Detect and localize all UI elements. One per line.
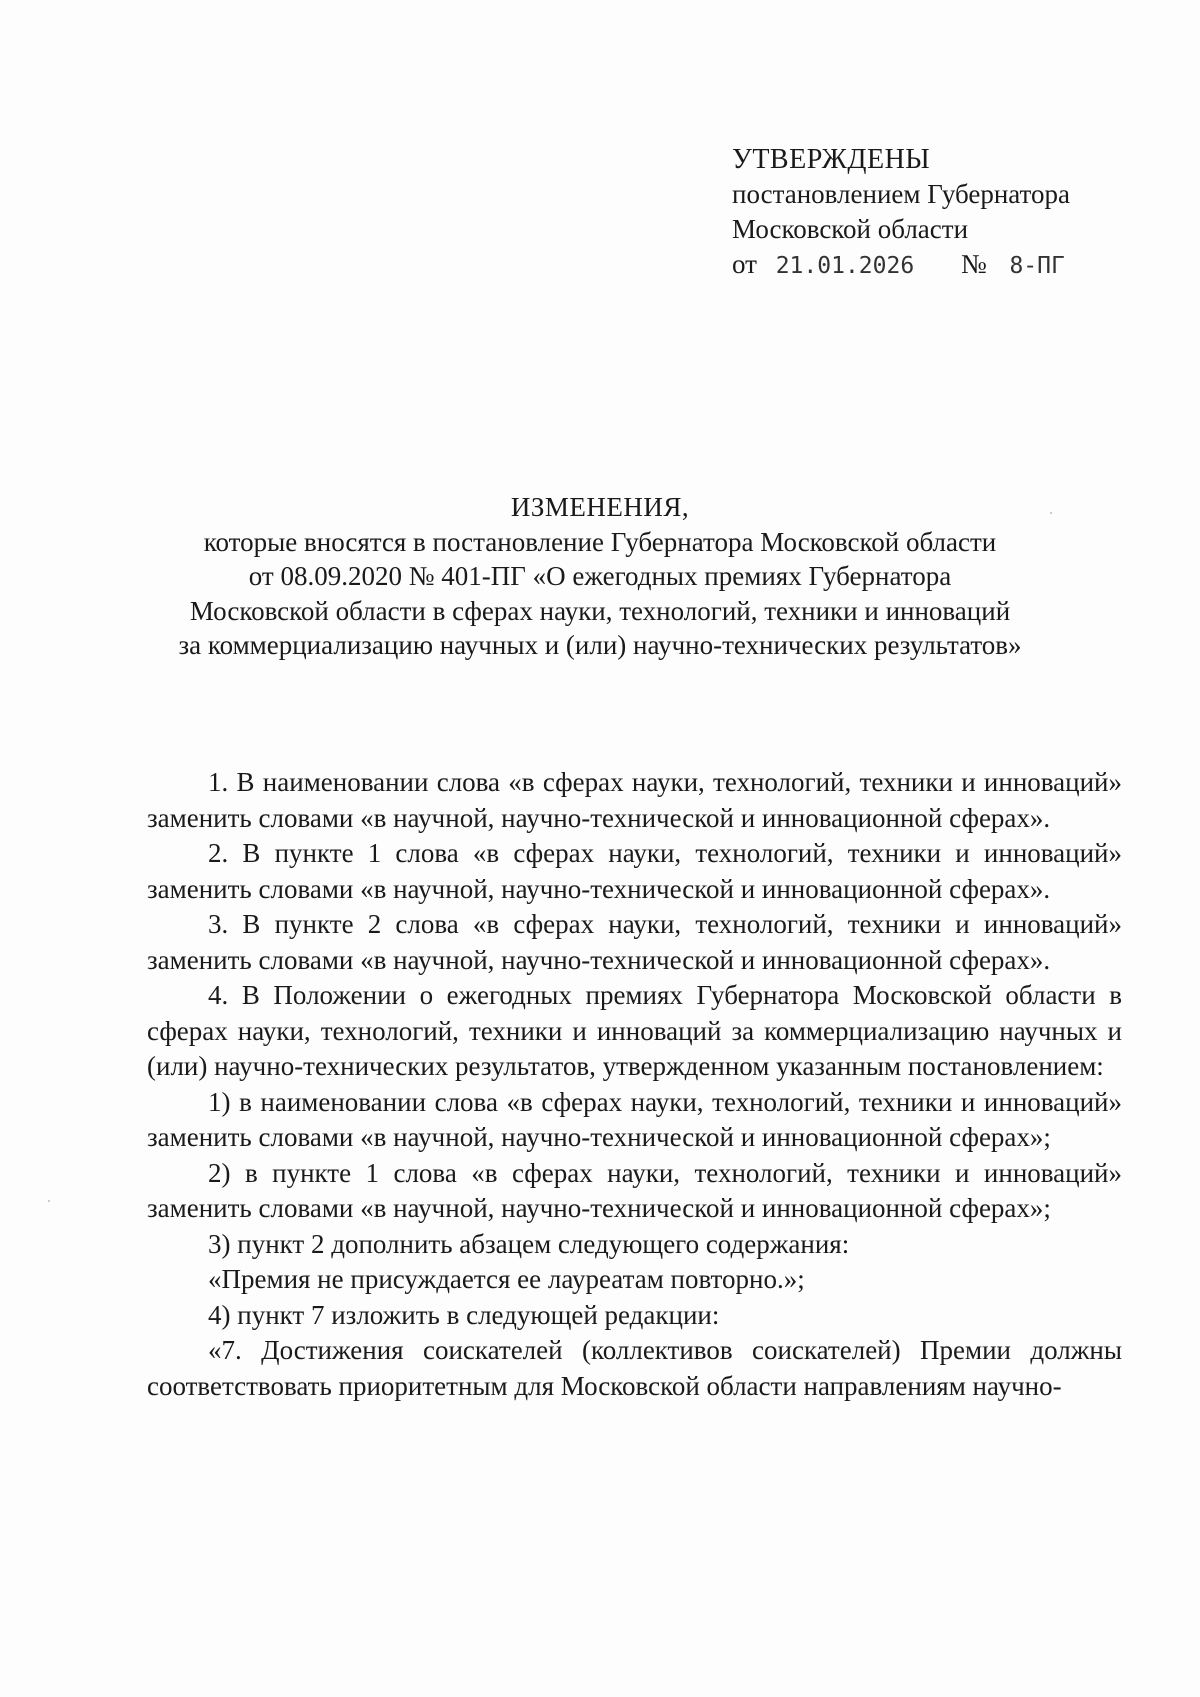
quoted-item-7: «7. Достижения соискателей (коллективов соискателей) Премии должны соответствовать приоритетным для Московской области направлениям научно- — [147, 1335, 1122, 1401]
paragraph-1: 1. В наименовании слова «в сферах науки, технологий, техники и инноваций» заменить словами «в научной, научно-технической и инновационной сферах». — [147, 767, 1122, 833]
subitem-1: 1) в наименовании слова «в сферах науки, технологий, техники и инноваций» заменить словами «в научной, научно-технической и инновационной сферах»; — [147, 1086, 1122, 1152]
approval-stamp — [732, 142, 1070, 284]
scan-artifact — [1050, 512, 1052, 514]
subitem-3: 3) пункт 2 дополнить абзацем следующего содержания: — [208, 1228, 850, 1259]
heading-line-1: которые вносятся в постановление Губернатора Московской области — [203, 526, 997, 557]
paragraph-4: 4. В Положении о ежегодных премиях Губернатора Московской области в сферах науки, технологий, техники и инноваций за коммерциализацию научных и (или) научно-технических результатов, утвержденном указанным постановлением: — [147, 980, 1122, 1081]
heading-line-2: от 08.09.2020 № 401-ПГ «О ежегодных премиях Губернатора — [248, 561, 952, 591]
approval-line-2: Московской области — [732, 214, 969, 244]
heading-title: ИЗМЕНЕНИЯ, — [510, 492, 690, 522]
from-label: от — [732, 249, 757, 279]
approval-number: 8-ПГ — [1009, 253, 1065, 279]
number-label: № — [960, 249, 987, 279]
approval-date: 21.01.2026 — [775, 253, 915, 279]
paragraph-3: 3. В пункте 2 слова «в сферах науки, технологий, техники и инноваций» заменить словами «в научной, научно-технической и инновационной сферах». — [147, 909, 1122, 975]
document-heading — [140, 490, 1060, 663]
approval-title: УТВЕРЖДЕНЫ — [732, 144, 931, 175]
heading-line-4: за коммерциализацию научных и (или) научно-технических результатов» — [178, 630, 1022, 660]
approval-date-line — [732, 247, 1070, 284]
scan-artifact — [48, 1200, 50, 1202]
subitem-2: 2) в пункте 1 слова «в сферах науки, технологий, техники и инноваций» заменить словами «в научной, научно-технической и инновационной сферах»; — [147, 1157, 1122, 1223]
approval-line-1: постановлением Губернатора — [732, 179, 1070, 209]
paragraph-2: 2. В пункте 1 слова «в сферах науки, технологий, техники и инноваций» заменить словами «в научной, научно-технической и инновационной сферах». — [147, 838, 1122, 904]
heading-line-3: Московской области в сферах науки, технологий, техники и инноваций — [189, 595, 1011, 626]
subitem-4: 4) пункт 7 изложить в следующей редакции: — [208, 1299, 720, 1330]
quoted-addition: «Премия не присуждается ее лауреатам повторно.»; — [208, 1264, 805, 1294]
document-body — [147, 765, 1122, 1404]
